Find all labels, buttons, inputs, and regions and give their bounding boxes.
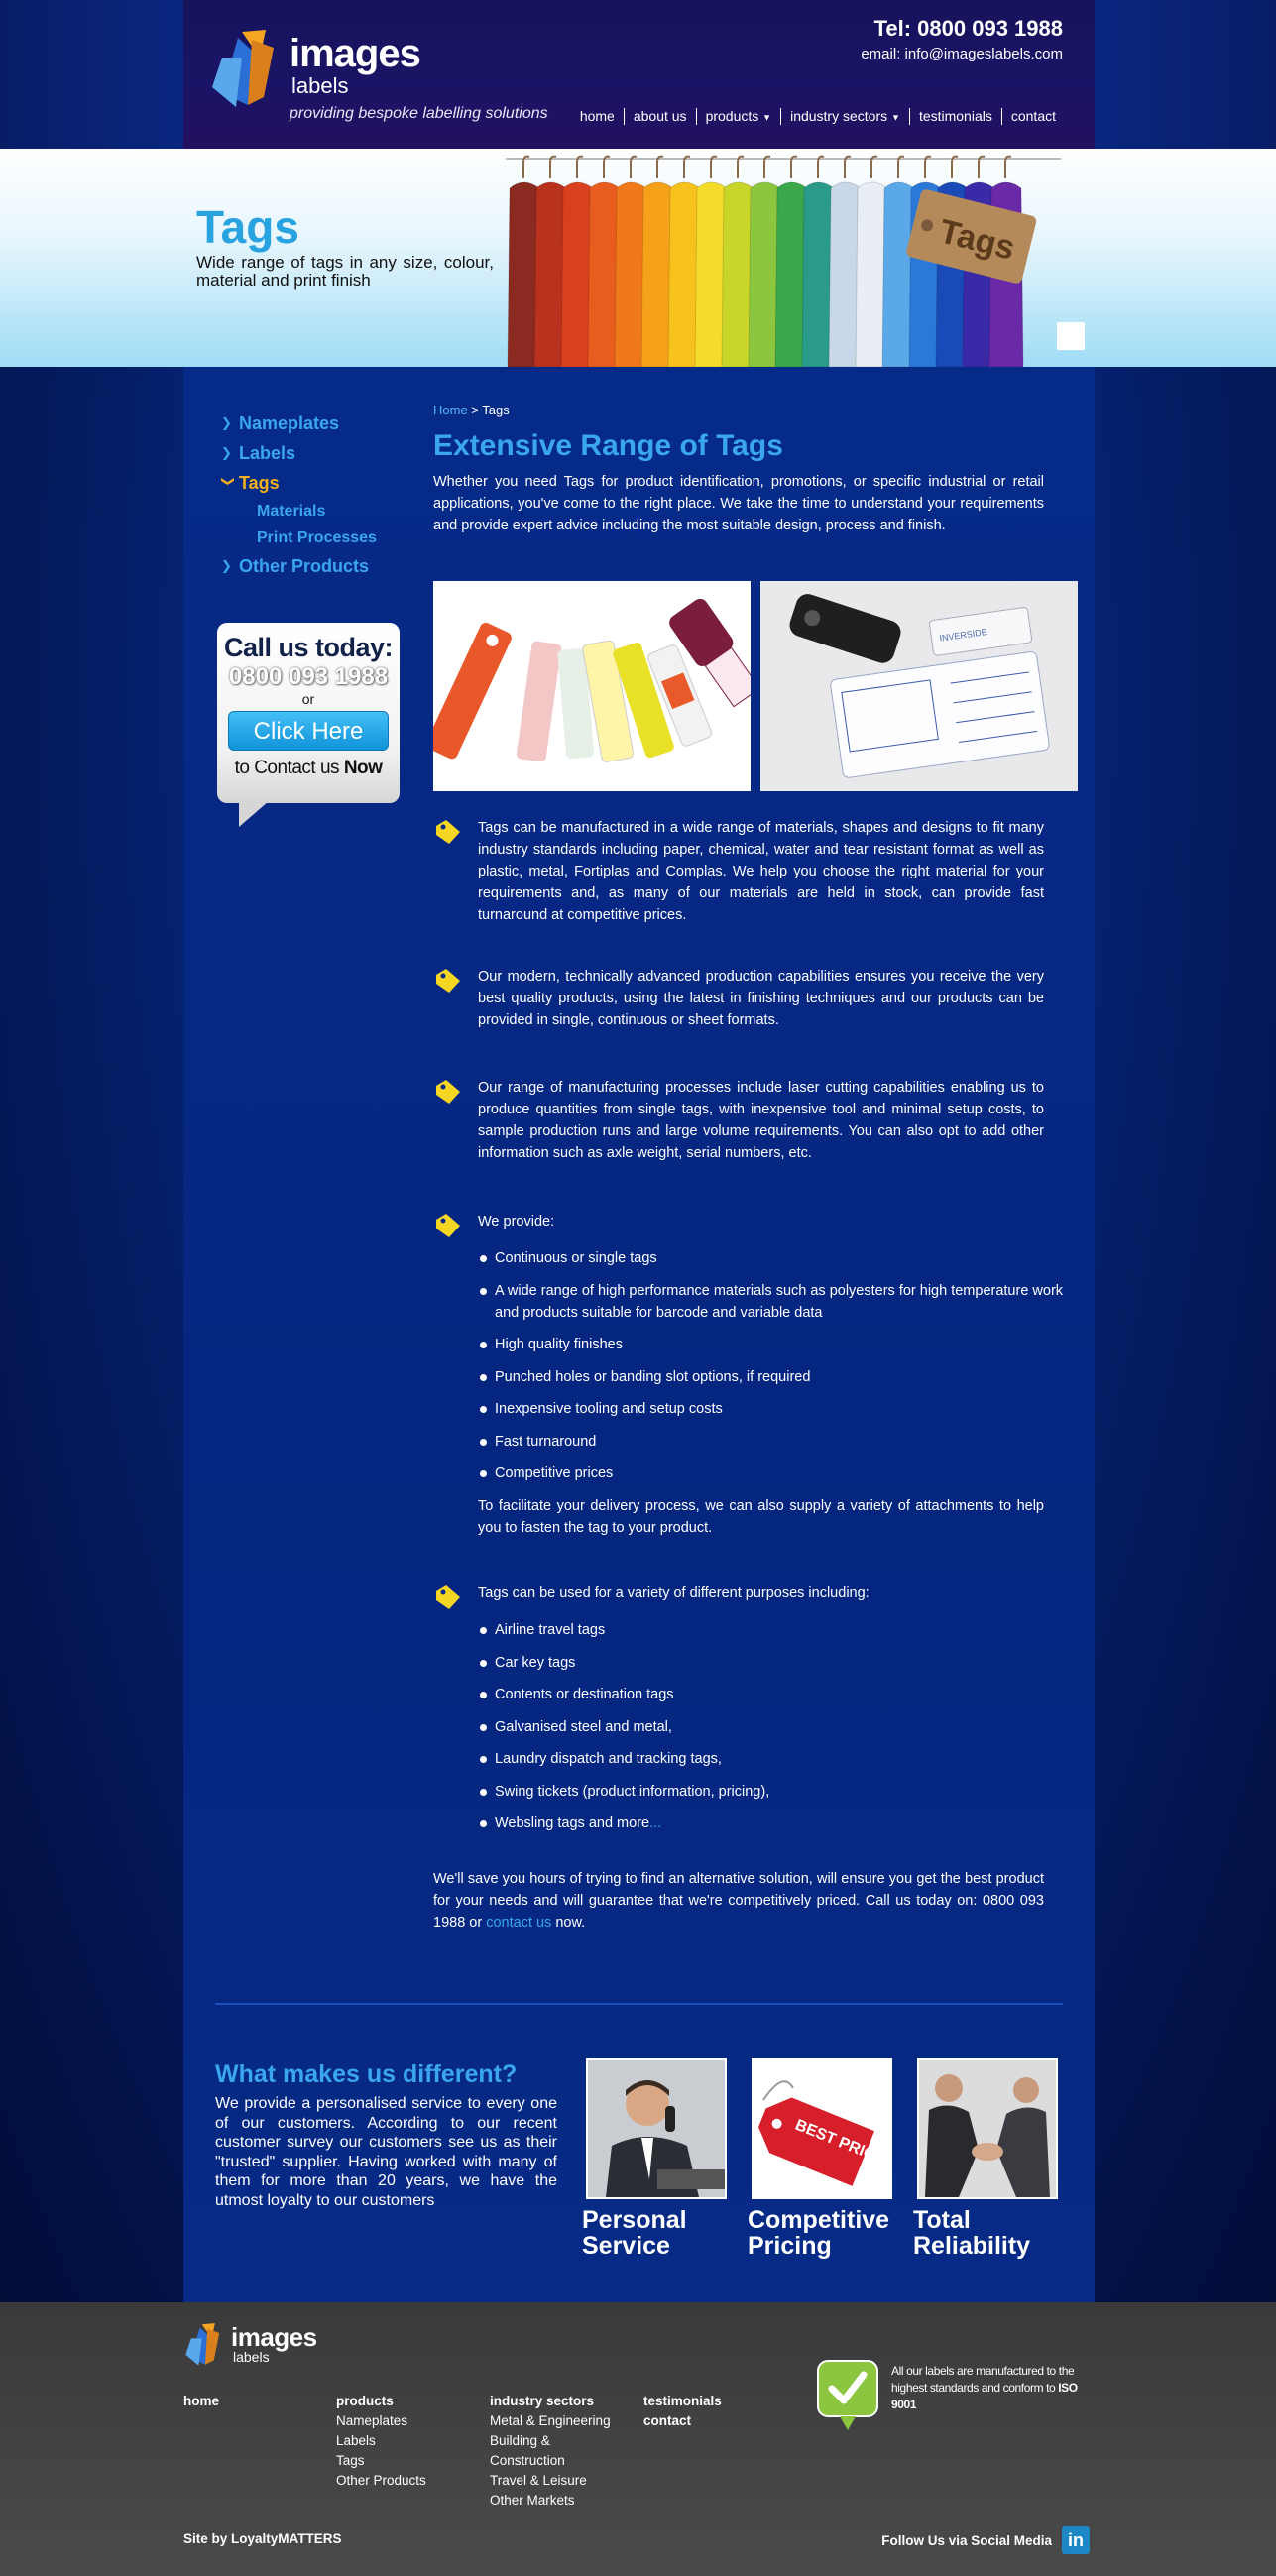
list-item: Laundry dispatch and tracking tags, xyxy=(478,1748,1077,1770)
hero-banner xyxy=(0,149,1276,367)
footer-link[interactable]: Other Markets xyxy=(490,2493,575,2508)
call-us-or: or xyxy=(301,691,315,707)
follow-us-text: Follow Us via Social Media xyxy=(881,2533,1052,2548)
closing-paragraph xyxy=(433,1868,1044,1933)
businessman-phone-image xyxy=(588,2060,725,2197)
best-price-tag-image xyxy=(754,2060,890,2197)
page-title: Extensive Range of Tags xyxy=(433,429,783,462)
product-photos xyxy=(433,581,1078,791)
content-block-materials xyxy=(433,817,1078,926)
list-item xyxy=(478,1813,1077,1834)
sidebar-item-nameplates[interactable] xyxy=(221,409,380,438)
list-item: A wide range of high performance materials such as polyesters for high temperature work and products suitable for barcode and variable data xyxy=(478,1280,1077,1324)
attachments-text: To facilitate your delivery process, we can also supply a variety of attachments to help you to fasten the tag to your product. xyxy=(478,1497,1044,1536)
materials-text: Tags can be manufactured in a wide range of materials, shapes and designs to fit many industry standards including paper, chemical, water and tear resistant format as well as plastic, metal, Fortiplas and Complas. We help you choose the right material for your requirements and, as many of our materials are held in stock, can provide fast turnaround at competitive prices. xyxy=(478,820,1044,923)
sidebar-item-other-products[interactable] xyxy=(221,551,380,581)
caret-down-icon: ▼ xyxy=(891,112,900,123)
main-nav xyxy=(571,108,1065,125)
sidebar-item-label: Other Products xyxy=(239,555,370,576)
caret-down-icon: ▼ xyxy=(762,112,772,123)
closing-text-a: We'll save you hours of trying to find an alternative solution, will ensure you get the best product for your needs and will guarantee that we're competitively priced. Call us today on: 0800 093 1988 or xyxy=(433,1871,1044,1931)
chevron-down-icon: ❯ xyxy=(221,476,236,487)
nav-about-label: about us xyxy=(633,108,687,124)
we-provide-intro: We provide: xyxy=(478,1214,555,1229)
sidebar-subitem-materials[interactable]: Materials xyxy=(257,502,326,520)
yellow-tag-icon xyxy=(433,1077,463,1107)
logo-wordmark: images xyxy=(290,32,420,75)
total-reliability-caption: Total Reliability xyxy=(913,2206,1031,2260)
section-divider xyxy=(215,2003,1063,2005)
nav-contact[interactable] xyxy=(1001,108,1065,125)
footer-logo-mark-icon xyxy=(183,2322,227,2368)
sidebar-item-label: Tags xyxy=(239,472,280,493)
footer-link-industry-sectors[interactable]: industry sectors xyxy=(490,2394,595,2408)
yellow-tag-icon xyxy=(433,1582,463,1612)
footer-col-testimonials xyxy=(643,2392,722,2431)
keyfob-tag-text: INVERSIDE xyxy=(938,626,988,644)
footer-link-testimonials[interactable]: testimonials xyxy=(643,2394,722,2408)
closing-text-b: now. xyxy=(551,1915,586,1931)
list-item: Punched holes or banding slot options, if required xyxy=(478,1366,1077,1388)
nav-contact-label: contact xyxy=(1010,108,1056,124)
nav-industry-sectors[interactable] xyxy=(780,108,909,125)
header xyxy=(0,0,1276,149)
footer-link[interactable]: Metal & Engineering xyxy=(490,2413,611,2428)
personal-service-photo xyxy=(586,2058,727,2199)
breadcrumb-home[interactable]: Home xyxy=(433,403,468,417)
hanging-shirts-image xyxy=(506,149,1061,367)
best-price-text: BEST PRICE xyxy=(792,2116,887,2168)
chevron-right-icon: ❯ xyxy=(221,558,232,573)
different-title: What makes us different? xyxy=(215,2060,518,2088)
list-item: Galvanised steel and metal, xyxy=(478,1716,1077,1738)
breadcrumb xyxy=(433,403,1078,417)
intro-paragraph: Whether you need Tags for product identification, promotions, or specific industrial or retail applications, you've come to the right place. We take the time to understand your requirements and provide expert advice including the most suitable design, process and finish. xyxy=(433,474,1044,533)
chevron-right-icon: ❯ xyxy=(221,445,232,460)
content-block-processes xyxy=(433,1077,1078,1164)
linkedin-icon[interactable]: in xyxy=(1062,2526,1090,2554)
iso-text-a: All our labels are manufactured to the highest standards and conform to xyxy=(891,2364,1075,2395)
footer-link-home[interactable]: home xyxy=(183,2394,220,2408)
contact-now-text xyxy=(217,758,400,779)
footer-logo[interactable] xyxy=(183,2322,322,2372)
footer-link[interactable]: Nameplates xyxy=(336,2413,408,2428)
content-block-production xyxy=(433,966,1078,1031)
sidebar-item-label: Nameplates xyxy=(239,412,340,433)
tagline: providing bespoke labelling solutions xyxy=(290,105,548,122)
content-block-we-provide xyxy=(433,1211,1078,1539)
click-here-button[interactable]: Click Here xyxy=(228,711,389,751)
total-reliability-photo xyxy=(917,2058,1058,2199)
nav-testimonials-label: testimonials xyxy=(918,108,992,124)
yellow-tag-icon xyxy=(433,1211,463,1240)
list-item: Airline travel tags xyxy=(478,1619,1077,1641)
yellow-tag-icon xyxy=(433,817,463,847)
site-by-credit[interactable]: Site by LoyaltyMATTERS xyxy=(183,2531,342,2546)
hang-tag-label: Tags xyxy=(935,212,1019,268)
nav-about[interactable] xyxy=(624,108,696,125)
sidebar-subitem-print-processes[interactable]: Print Processes xyxy=(257,528,377,546)
footer-link-contact[interactable]: contact xyxy=(643,2413,692,2428)
footer-col-industry xyxy=(490,2392,611,2511)
footer-link[interactable]: Tags xyxy=(336,2453,365,2468)
sidebar-item-label: Labels xyxy=(239,442,296,463)
luggage-tags-photo xyxy=(433,581,751,791)
handshake-image xyxy=(919,2060,1056,2197)
call-us-box xyxy=(217,623,400,803)
list-item: Continuous or single tags xyxy=(478,1247,1077,1269)
yellow-tag-icon xyxy=(433,966,463,995)
footer-col-products xyxy=(336,2392,426,2491)
call-us-heading: Call us today: xyxy=(223,633,394,662)
more-ellipsis: ... xyxy=(649,1815,662,1831)
content-block-uses xyxy=(433,1582,1078,1845)
uses-list xyxy=(478,1619,1078,1834)
we-provide-list xyxy=(478,1247,1078,1484)
nav-testimonials[interactable] xyxy=(909,108,1001,125)
list-item: Contents or destination tags xyxy=(478,1684,1077,1705)
iso-text xyxy=(891,2363,1086,2413)
main-content xyxy=(183,367,1095,2302)
keyfob-tag-image xyxy=(760,581,1078,791)
feature-card-personal-service[interactable] xyxy=(582,2058,727,2260)
list-item-text: Websling tags and more xyxy=(495,1815,650,1831)
contact-now-b: Now xyxy=(343,758,383,778)
feature-card-competitive-pricing[interactable] xyxy=(748,2058,892,2260)
footer-link[interactable]: Other Products xyxy=(336,2473,426,2488)
uses-intro: Tags can be used for a variety of different purposes including: xyxy=(478,1585,870,1601)
footer-link[interactable]: Labels xyxy=(336,2433,376,2448)
list-item: High quality finishes xyxy=(478,1334,1077,1355)
footer-col-home xyxy=(183,2392,219,2411)
iso-badge xyxy=(816,2359,1094,2438)
logo-subword: labels xyxy=(291,73,349,98)
banner-slide-button[interactable] xyxy=(1057,322,1085,350)
article xyxy=(433,403,1078,1931)
nav-home-label: home xyxy=(579,108,615,124)
iso-check-icon xyxy=(816,2359,879,2432)
competitive-pricing-caption: Competitive Pricing xyxy=(748,2206,890,2260)
personal-service-caption: Personal Service xyxy=(582,2206,687,2260)
sidebar-item-tags[interactable] xyxy=(221,468,380,498)
nav-products[interactable] xyxy=(696,108,781,125)
banner-title: Tags xyxy=(196,201,299,253)
footer-link[interactable]: Travel & Leisure xyxy=(490,2473,587,2488)
logo-mark-icon xyxy=(208,28,288,111)
processes-text: Our range of manufacturing processes include laser cutting capabilities enabling us to produce quantities from single tags, with inexpensive tool and minimal setup costs, to sample production runs and large volume requirements. You can also opt to add other information such as axle weight, serial numbers, etc. xyxy=(478,1080,1044,1161)
iso-text-b: ISO 9001 xyxy=(891,2381,1078,2411)
header-inner xyxy=(183,0,1095,149)
list-item: Swing tickets (product information, pricing), xyxy=(478,1781,1077,1803)
list-item: Inexpensive tooling and setup costs xyxy=(478,1398,1077,1420)
header-phone[interactable]: Tel: 0800 093 1988 xyxy=(873,16,1063,41)
footer-link[interactable]: Building & xyxy=(490,2433,550,2448)
footer-link-products[interactable]: products xyxy=(336,2394,394,2408)
banner-subtitle: Wide range of tags in any size, colour, material and print finish xyxy=(196,253,494,290)
contact-now-a: to Contact us xyxy=(234,758,344,778)
nav-products-label: products xyxy=(705,108,759,124)
footer-logo-wordmark: images xyxy=(231,2322,317,2352)
header-email[interactable]: email: info@imageslabels.com xyxy=(861,46,1063,62)
breadcrumb-separator: > xyxy=(467,403,483,417)
call-us-phone[interactable]: 0800 093 1988 xyxy=(228,663,389,690)
competitive-pricing-photo xyxy=(752,2058,892,2199)
production-text: Our modern, technically advanced production capabilities ensures you receive the very best quality products, using the latest in finishing techniques and our products can be provided in single, continuous or sheet formats. xyxy=(478,969,1044,1028)
footer-logo-subword: labels xyxy=(233,2349,270,2365)
sidebar-item-labels[interactable] xyxy=(221,438,380,468)
contact-us-link[interactable]: contact us xyxy=(486,1915,552,1931)
luggage-tags-image xyxy=(433,581,751,791)
footer xyxy=(0,2302,1276,2576)
breadcrumb-current: Tags xyxy=(482,403,510,417)
nav-industry-label: industry sectors xyxy=(790,108,888,124)
sidebar xyxy=(221,409,380,581)
feature-card-total-reliability[interactable] xyxy=(913,2058,1058,2260)
car-keyfob-tag-photo xyxy=(760,581,1078,791)
nav-home[interactable] xyxy=(571,108,624,125)
list-item: Car key tags xyxy=(478,1652,1077,1674)
list-item: Fast turnaround xyxy=(478,1431,1077,1453)
footer-link[interactable]: Construction xyxy=(490,2453,565,2468)
chevron-right-icon: ❯ xyxy=(221,415,232,430)
list-item: Competitive prices xyxy=(478,1463,1077,1484)
different-text: We provide a personalised service to every one of our customers. According to our recent customer survey our customers see us as their "trusted" supplier. Having worked with many of them for more than 20 years, we have the utmost loyalty to our customers xyxy=(215,2095,557,2209)
call-us-box-tail xyxy=(239,801,269,827)
